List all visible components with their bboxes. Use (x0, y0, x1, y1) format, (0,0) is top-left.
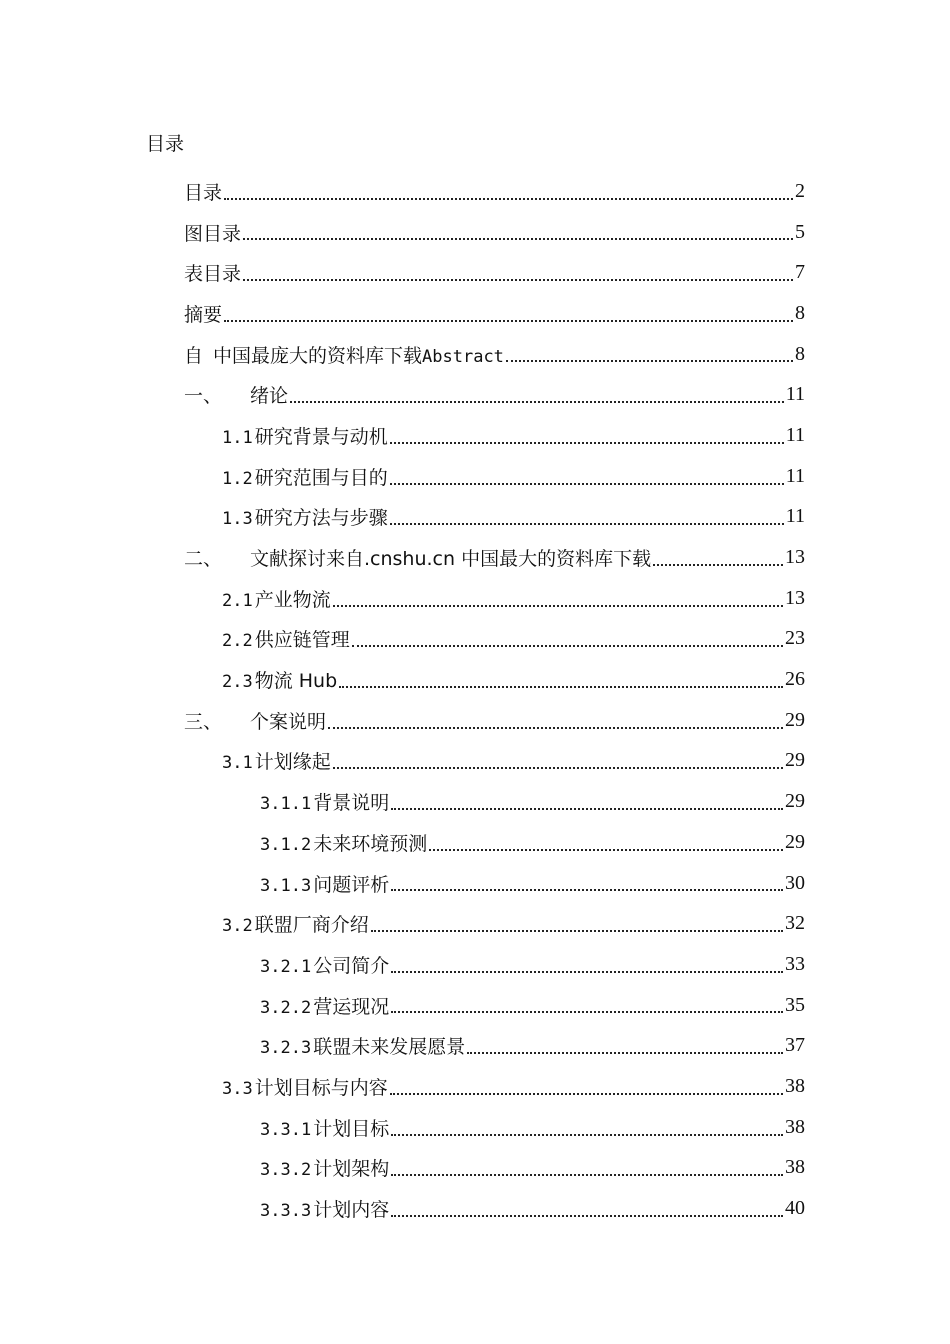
toc-entry-title: 联盟未来发展愿景 (313, 1036, 466, 1059)
toc-section-number: 1.2 (222, 468, 253, 489)
toc-page-number: 38 (785, 1156, 805, 1179)
dot-leader (328, 726, 783, 729)
toc-page-number: 37 (785, 1034, 805, 1057)
dot-leader (391, 1214, 783, 1217)
toc-entry-3-3[interactable] (0, 1066, 950, 1107)
dot-leader (391, 1133, 783, 1136)
toc-page-number: 23 (785, 627, 805, 650)
toc-entry-title: 目录 (184, 181, 223, 204)
dot-leader (371, 929, 783, 932)
toc-page-number: 30 (785, 871, 805, 894)
toc-entry-title: 计划缘起 (254, 751, 331, 774)
toc-entry-suffix: Abstract (422, 346, 504, 367)
dot-leader (467, 1051, 783, 1054)
toc-entry-2-2[interactable] (0, 619, 950, 660)
toc-page-number: 8 (795, 342, 805, 365)
toc-page-number: 13 (785, 586, 805, 609)
toc-section-number: 3.3 (222, 1078, 253, 1099)
toc-entry-title: 文献探讨来自.cnshu.cn 中国最大的资料库下载 (250, 548, 652, 571)
toc-page-number: 11 (785, 383, 805, 406)
toc-entry-chapter-1[interactable] (0, 374, 950, 415)
toc-entry-title: 联盟厂商介绍 (254, 914, 369, 937)
toc-page-number: 40 (785, 1197, 805, 1220)
toc-section-number: 3.2.1 (260, 956, 312, 977)
toc-entry-toc[interactable] (0, 171, 950, 212)
toc-entry-3-2-3[interactable] (0, 1025, 950, 1066)
dot-leader (224, 197, 793, 200)
toc-section-number: 1.1 (222, 427, 253, 448)
toc-entry-title: 图目录 (184, 222, 242, 245)
toc-entry-title: 计划目标 (313, 1117, 390, 1140)
toc-entry-title (184, 341, 504, 368)
toc-section-number: 3.3.1 (260, 1119, 312, 1140)
dot-leader (243, 278, 793, 281)
toc-entry-title: 个案说明 (250, 710, 327, 733)
toc-section-number: 3.3.3 (260, 1201, 312, 1222)
toc-list (0, 171, 950, 1229)
dot-leader (290, 400, 784, 403)
toc-entry-1-3[interactable] (0, 497, 950, 538)
toc-page-number: 11 (785, 505, 805, 528)
dot-leader (391, 970, 783, 973)
toc-page-number: 29 (785, 830, 805, 853)
dot-leader (333, 766, 783, 769)
toc-entry-title: 物流 Hub (254, 670, 338, 693)
dot-leader (429, 848, 783, 851)
toc-section-number: 2.1 (222, 590, 253, 611)
dot-leader (391, 888, 783, 891)
dot-leader (339, 685, 783, 688)
toc-entry-title: 供应链管理 (254, 629, 350, 652)
toc-entry-title: 产业物流 (254, 588, 331, 611)
toc-section-number: 3.1 (222, 753, 253, 774)
toc-entry-3-2-2[interactable] (0, 985, 950, 1026)
toc-entry-title: 计划内容 (313, 1199, 390, 1222)
toc-entry-3-1-2[interactable] (0, 822, 950, 863)
toc-page-number: 38 (785, 1115, 805, 1138)
toc-page-number: 38 (785, 1074, 805, 1097)
toc-entry-title: 研究范围与目的 (254, 466, 388, 489)
toc-section-number: 1.3 (222, 509, 253, 530)
toc-entry-title: 绪论 (250, 385, 289, 408)
toc-section-number: 2.3 (222, 672, 253, 693)
dot-leader (390, 482, 784, 485)
toc-entry-abstract-en[interactable] (0, 334, 950, 375)
toc-section-number: 3.1.1 (260, 794, 312, 815)
toc-entry-3-2-1[interactable] (0, 944, 950, 985)
dot-leader (506, 359, 793, 362)
toc-section-number: 2.2 (222, 631, 253, 652)
toc-entry-3-3-2[interactable] (0, 1148, 950, 1189)
toc-section-number: 3.2 (222, 916, 253, 937)
toc-page-number: 29 (785, 790, 805, 813)
toc-page-number: 29 (785, 749, 805, 772)
toc-section-number: 3.2.3 (260, 1038, 312, 1059)
toc-entry-prefix: 自 (184, 344, 204, 367)
toc-entry-3-1-3[interactable] (0, 863, 950, 904)
toc-page-number: 7 (795, 261, 805, 284)
dot-leader (243, 237, 793, 240)
toc-entry-table-list[interactable] (0, 252, 950, 293)
dot-leader (653, 563, 783, 566)
toc-page-number: 35 (785, 993, 805, 1016)
toc-entry-title: 摘要 (184, 303, 223, 326)
toc-entry-title: 研究背景与动机 (254, 425, 388, 448)
toc-entry-1-2[interactable] (0, 456, 950, 497)
toc-section-number: 3.3.2 (260, 1160, 312, 1181)
toc-page-number: 5 (795, 220, 805, 243)
toc-chapter-number: 一、 (184, 385, 223, 408)
toc-chapter-number: 三、 (184, 710, 223, 733)
toc-entry-3-1-1[interactable] (0, 781, 950, 822)
toc-page-number: 11 (785, 423, 805, 446)
toc-entry-3-3-3[interactable] (0, 1188, 950, 1229)
toc-entry-chapter-3[interactable] (0, 700, 950, 741)
dot-leader (390, 1092, 783, 1095)
toc-section-number: 3.2.2 (260, 997, 312, 1018)
toc-entry-title: 背景说明 (313, 792, 390, 815)
toc-page-number: 8 (795, 301, 805, 324)
toc-entry-3-2[interactable] (0, 903, 950, 944)
toc-entry-title: 公司简介 (313, 954, 390, 977)
dot-leader (224, 319, 793, 322)
dot-leader (352, 644, 783, 647)
toc-entry-title: 研究方法与步骤 (254, 507, 388, 530)
toc-entry-title: 问题评析 (313, 873, 390, 896)
toc-entry-title: 营运现况 (313, 995, 390, 1018)
toc-page-number: 29 (785, 708, 805, 731)
toc-page-number: 11 (785, 464, 805, 487)
toc-entry-title: 计划目标与内容 (254, 1076, 388, 1099)
dot-leader (391, 1010, 783, 1013)
toc-entry-3-1[interactable] (0, 741, 950, 782)
toc-entry-title: 表目录 (184, 263, 242, 286)
toc-entry-2-1[interactable] (0, 578, 950, 619)
toc-entry-3-3-1[interactable] (0, 1107, 950, 1148)
dot-leader (391, 1173, 783, 1176)
toc-entry-2-3[interactable] (0, 659, 950, 700)
toc-entry-1-1[interactable] (0, 415, 950, 456)
toc-entry-title: 计划架构 (313, 1158, 390, 1181)
toc-chapter-number: 二、 (184, 548, 223, 571)
dot-leader (390, 522, 784, 525)
toc-entry-figure-list[interactable] (0, 212, 950, 253)
dot-leader (391, 807, 783, 810)
toc-entry-abstract-cn[interactable] (0, 293, 950, 334)
toc-page-number: 2 (795, 179, 805, 202)
toc-heading: 目录 (146, 133, 185, 155)
toc-page-number: 32 (785, 912, 805, 935)
toc-entry-chapter-2[interactable] (0, 537, 950, 578)
toc-section-number: 3.1.3 (260, 875, 312, 896)
toc-page-number: 33 (785, 952, 805, 975)
toc-page-number: 13 (785, 546, 805, 569)
toc-entry-middle: 中国最庞大的资料库下载 (213, 344, 423, 367)
dot-leader (390, 441, 784, 444)
toc-section-number: 3.1.2 (260, 834, 312, 855)
toc-entry-title: 未来环境预测 (313, 832, 428, 855)
toc-page-number: 26 (785, 668, 805, 691)
dot-leader (333, 604, 783, 607)
